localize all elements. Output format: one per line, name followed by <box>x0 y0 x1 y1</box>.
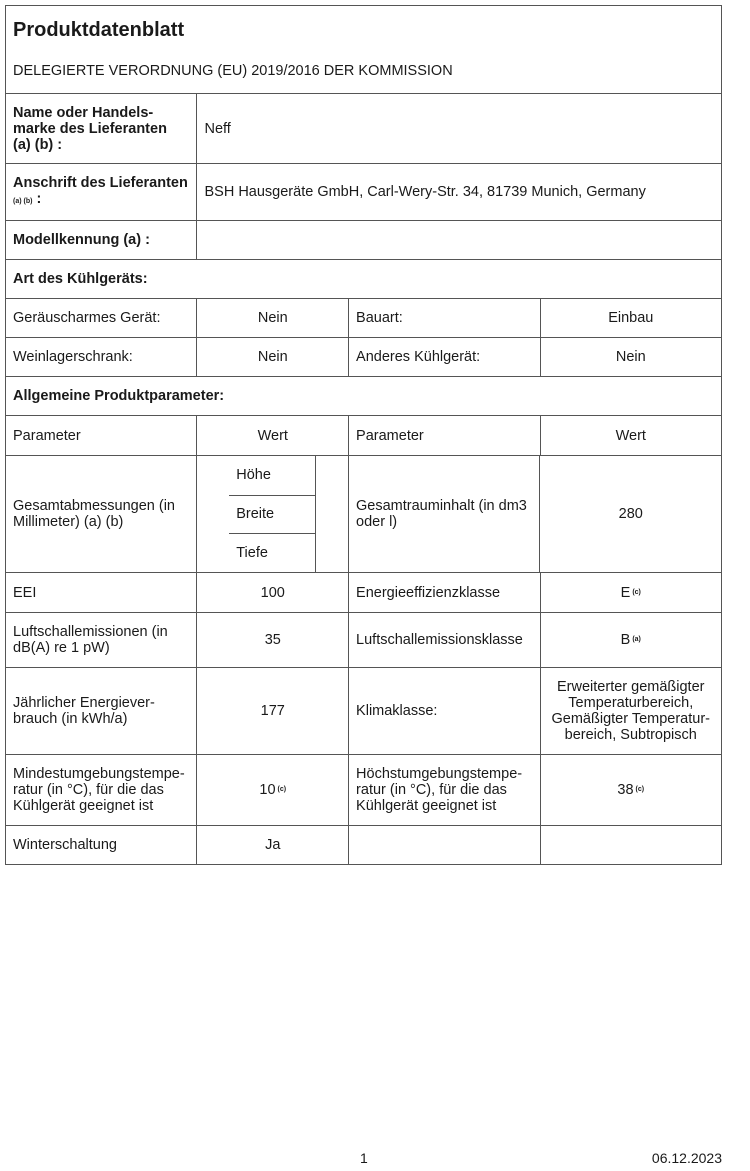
energy-consumption-row <box>6 667 721 754</box>
winter-setting-row <box>6 825 721 864</box>
ambient-temperature-row <box>6 754 721 825</box>
noise-value: 35 <box>196 613 348 667</box>
supplier-address-value: BSH Hausgeräte GmbH, Carl-Wery-Str. 34, 81739 Munich, Germany <box>196 164 721 220</box>
energy-class-label: Energieeffizienzklasse <box>348 573 539 612</box>
energy-consumption-value: 177 <box>196 668 348 754</box>
max-temp-label: Höchstumgebungstempe- ratur (in °C), für die das Kühlgerät geeignet ist <box>348 755 539 825</box>
param-header: Parameter <box>348 416 539 455</box>
volume-value: 280 <box>539 456 721 572</box>
min-temp-label: Mindestumgebungstempe- ratur (in °C), für die das Kühlgerät geeignet ist <box>13 766 185 814</box>
model-id-label: Modellkennung (a) : <box>13 232 150 248</box>
wine-storage-value: Nein <box>196 338 348 376</box>
regulation-subtitle: DELEGIERTE VERORDNUNG (EU) 2019/2016 DER KOMMISSION <box>13 63 453 79</box>
general-params-section <box>6 376 721 415</box>
empty-cell <box>348 826 539 864</box>
appliance-type-heading: Art des Kühlgeräts: <box>13 271 148 287</box>
value-header: Wert <box>540 416 722 455</box>
model-id-value <box>196 221 721 259</box>
page-title: Produktdatenblatt <box>13 19 185 41</box>
energy-class-value: E (c) <box>540 573 722 612</box>
supplier-address-label: Anschrift des Lieferanten (a) (b) : <box>13 174 188 207</box>
low-noise-value: Nein <box>196 299 348 337</box>
volume-label: Gesamtrauminhalt (in dm3 oder l) <box>348 456 539 572</box>
min-temp-value: 10 (c) <box>196 755 348 825</box>
width-label: Breite <box>229 496 316 534</box>
design-type-label: Bauart: <box>348 299 539 337</box>
appliance-type-section <box>6 259 721 298</box>
document-date: 06.12.2023 <box>651 1150 722 1166</box>
supplier-name-row <box>6 93 721 163</box>
climate-class-label: Klimaklasse: <box>348 668 539 754</box>
supplier-name-value: Neff <box>196 94 721 163</box>
general-params-heading: Allgemeine Produktparameter: <box>13 388 225 404</box>
height-row <box>229 456 316 495</box>
supplier-address-row <box>6 163 721 220</box>
max-temp-value: 38 (c) <box>540 755 722 825</box>
other-appliance-value: Nein <box>540 338 722 376</box>
winter-setting-label: Winterschaltung <box>13 837 117 853</box>
supplier-name-label: Name oder Handels- marke des Lieferanten (a) (b) : <box>13 104 167 153</box>
product-data-sheet <box>5 5 722 865</box>
params-header-row <box>6 415 721 455</box>
noise-class-label: Luftschallemissionsklasse <box>348 613 539 667</box>
energy-consumption-label: Jährlicher Energiever- brauch (in kWh/a) <box>13 695 155 727</box>
noise-label: Luftschallemissionen (in dB(A) re 1 pW) <box>13 624 168 656</box>
climate-class-value: Erweiterter gemäßigter Temperaturbereich, Gemäßigter Temperatur- bereich, Subtropisch <box>540 668 722 754</box>
height-label: Höhe <box>229 456 316 495</box>
title-row <box>6 6 721 93</box>
appliance-type-row <box>6 337 721 376</box>
page-number: 1 <box>360 1150 368 1166</box>
low-noise-label: Geräuscharmes Gerät: <box>13 310 161 326</box>
noise-class-value: B (a) <box>540 613 722 667</box>
winter-setting-value: Ja <box>196 826 348 864</box>
appliance-type-row <box>6 298 721 337</box>
empty-cell <box>540 826 722 864</box>
depth-label: Tiefe <box>229 534 316 572</box>
eei-value: 100 <box>196 573 348 612</box>
dimensions-grid <box>196 456 348 572</box>
other-appliance-label: Anderes Kühlgerät: <box>348 338 539 376</box>
noise-row <box>6 612 721 667</box>
param-header: Parameter <box>13 427 81 444</box>
wine-storage-label: Weinlagerschrank: <box>13 349 133 365</box>
eei-label: EEI <box>13 584 37 601</box>
model-id-row <box>6 220 721 259</box>
dimensions-label: Gesamtabmessungen (in Millimeter) (a) (b) <box>13 498 175 530</box>
value-header: Wert <box>196 416 348 455</box>
depth-row <box>229 533 316 572</box>
design-type-value: Einbau <box>540 299 722 337</box>
eei-row <box>6 572 721 612</box>
width-row <box>229 495 316 534</box>
dimensions-row <box>6 455 721 572</box>
